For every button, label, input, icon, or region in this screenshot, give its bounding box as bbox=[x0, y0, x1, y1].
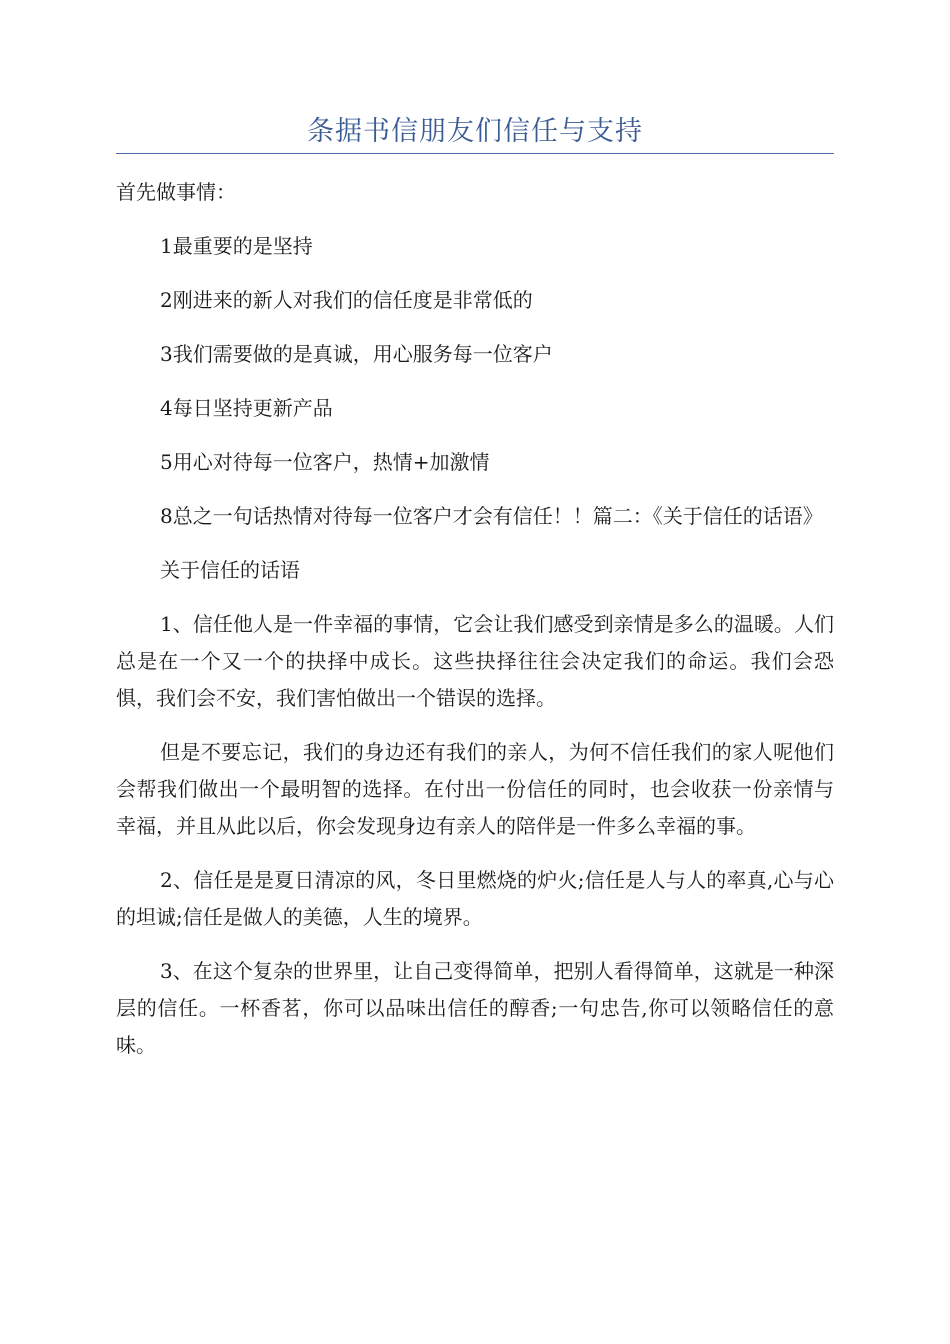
paragraph-item-3: 3我们需要做的是真诚，用心服务每一位客户 bbox=[160, 342, 553, 366]
paragraph-item-4: 4每日坚持更新产品 bbox=[160, 396, 333, 420]
document-title: 条据书信朋友们信任与支持 bbox=[307, 116, 643, 147]
paragraph-trust-3: 3、在这个复杂的世界里，让自己变得简单，把别人看得简单，这就是一种深层的信任。一杯香茗，你可以品味出信任的醇香;一句忠告,你可以领略信任的意味。 bbox=[116, 959, 834, 1057]
paragraph-item-1: 1最重要的是坚持 bbox=[160, 234, 313, 258]
paragraph-item-2: 2刚进来的新人对我们的信任度是非常低的 bbox=[160, 288, 533, 312]
paragraph-trust-1: 1、信任他人是一件幸福的事情，它会让我们感受到亲情是多么的温暖。人们总是在一个又一个的抉择中成长。这些抉择往往会决定我们的命运。我们会恐惧，我们会不安，我们害怕做出一个错误的选择。 bbox=[116, 612, 834, 710]
paragraph-trust-family: 但是不要忘记，我们的身边还有我们的亲人，为何不信任我们的家人呢他们会帮我们做出一个最明智的选择。在付出一份信任的同时，也会收获一份亲情与幸福，并且从此以后，你会发现身边有亲人的陪伴是一件多么幸福的事。 bbox=[116, 740, 834, 838]
paragraph-trust-2: 2、信任是是夏日清凉的风，冬日里燃烧的炉火;信任是人与人的率真,心与心的坦诚;信任是做人的美德，人生的境界。 bbox=[116, 868, 834, 929]
paragraph-section-heading: 关于信任的话语 bbox=[160, 558, 300, 582]
paragraph-item-5: 5用心对待每一位客户，热情+加激情 bbox=[160, 450, 490, 474]
title-underline bbox=[116, 153, 834, 154]
document-body bbox=[116, 174, 834, 1064]
paragraph-item-8: 8总之一句话热情对待每一位客户才会有信任！！篇二：《关于信任的话语》 bbox=[160, 504, 823, 528]
paragraph-intro: 首先做事情： bbox=[116, 180, 236, 204]
